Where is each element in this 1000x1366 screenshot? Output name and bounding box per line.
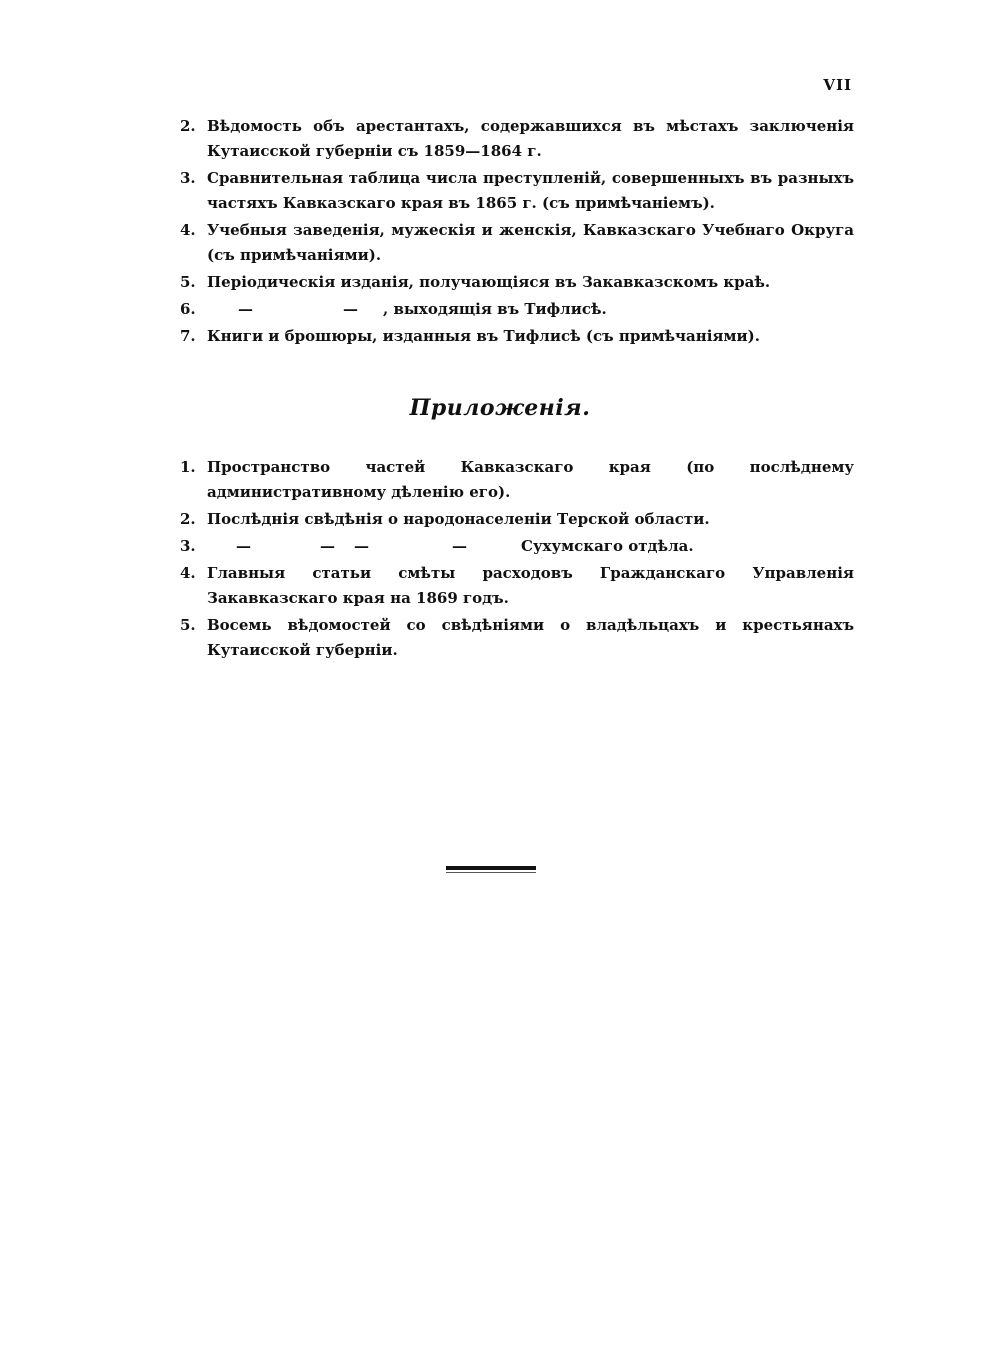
item-number: 2. — [180, 510, 196, 528]
item-text: Періодическія изданія, получающіяся въ Закавказскомъ краѣ. — [207, 273, 771, 291]
list-item — [0, 561, 1000, 611]
ditto-dash: — — [343, 300, 358, 318]
list-item — [0, 507, 1000, 532]
item-text: Вѣдомость объ арестантахъ, содержавшихся въ мѣстахъ заключенія Кутаисской губерніи съ 1859—1864 г. — [207, 117, 854, 160]
item-text: Сухумскаго отдѣла. — [521, 537, 694, 555]
ditto-dash: — — [452, 537, 467, 555]
ditto-dash: — — [236, 537, 251, 555]
page-number: VII — [823, 76, 852, 94]
list-item — [0, 114, 1000, 164]
item-text: Главныя статьи смѣты расходовъ Гражданскаго Управленія Закавказскаго края на 1869 годъ. — [207, 564, 854, 607]
section-title: Приложенія. — [409, 395, 591, 421]
ditto-dash: — — [354, 537, 369, 555]
item-number: 4. — [180, 221, 196, 239]
list-item — [0, 324, 1000, 349]
ditto-dash: — — [320, 537, 335, 555]
item-text: Восемь вѣдомостей со свѣдѣніями о владѣльцахъ и крестьянахъ Кутаисской губерніи. — [207, 616, 854, 659]
item-number: 5. — [180, 273, 196, 291]
item-text: Пространство частей Кавказскаго края (по послѣднему административному дѣленію его). — [207, 458, 854, 501]
item-number: 3. — [180, 537, 196, 555]
contents-list — [0, 114, 1000, 351]
item-number: 4. — [180, 564, 196, 582]
item-number: 3. — [180, 169, 196, 187]
list-item — [0, 297, 1000, 322]
appendix-list — [0, 455, 1000, 665]
item-text: Сравнительная таблица числа преступленій, совершенныхъ въ разныхъ частяхъ Кавказскаго края въ 1865 г. (съ примѣчаніемъ). — [207, 169, 854, 212]
item-number: 6. — [180, 300, 196, 318]
list-item — [0, 534, 1000, 559]
item-number: 7. — [180, 327, 196, 345]
item-text: Книги и брошюры, изданныя въ Тифлисѣ (съ примѣчаніями). — [207, 327, 760, 345]
list-item — [0, 613, 1000, 663]
list-item — [0, 455, 1000, 505]
end-rule — [446, 866, 536, 870]
item-number: 5. — [180, 616, 196, 634]
list-item — [0, 270, 1000, 295]
ditto-row — [0, 534, 1000, 559]
list-item — [0, 166, 1000, 216]
item-text: Послѣднія свѣдѣнія о народонаселеніи Терской области. — [207, 510, 710, 528]
item-number: 1. — [180, 458, 196, 476]
item-number: 2. — [180, 117, 196, 135]
end-rule-underline — [446, 872, 536, 873]
list-item — [0, 218, 1000, 268]
item-text: Учебныя заведенія, мужескія и женскія, Кавказскаго Учебнаго Округа (съ примѣчаніями). — [207, 221, 854, 264]
ditto-row — [0, 297, 1000, 322]
ditto-dash: — — [238, 300, 253, 318]
item-text: , выходящія въ Тифлисѣ. — [383, 300, 607, 318]
